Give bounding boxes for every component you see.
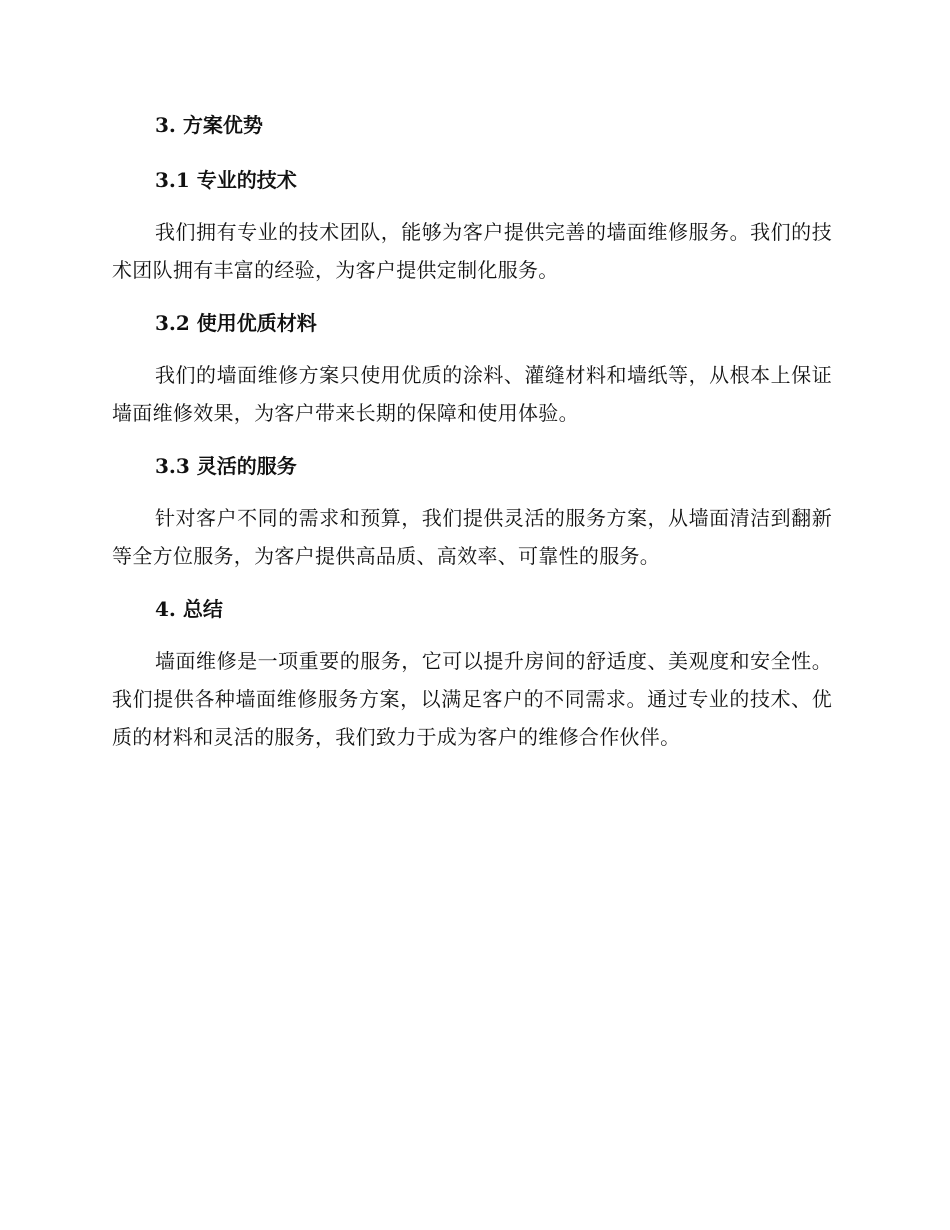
paragraph-professional-tech: 我们拥有专业的技术团队，能够为客户提供完善的墙面维修服务。我们的技术团队拥有丰富的经验，为客户提供定制化服务。 bbox=[112, 220, 832, 282]
subsection-heading-professional-tech: 3.1 专业的技术 bbox=[155, 168, 297, 192]
paragraph-quality-materials: 我们的墙面维修方案只使用优质的涂料、灌缝材料和墙纸等，从根本上保证墙面维修效果，为客户带来长期的保障和使用体验。 bbox=[112, 363, 832, 425]
section-heading-summary: 4. 总结 bbox=[155, 597, 223, 621]
paragraph-flexible-service: 针对客户不同的需求和预算，我们提供灵活的服务方案，从墙面清洁到翻新等全方位服务，为客户提供高品质、高效率、可靠性的服务。 bbox=[112, 506, 832, 568]
section-heading-advantages: 3. 方案优势 bbox=[155, 113, 263, 137]
document-content bbox=[112, 108, 832, 773]
subsection-heading-flexible-service: 3.3 灵活的服务 bbox=[155, 454, 297, 478]
paragraph-summary: 墙面维修是一项重要的服务，它可以提升房间的舒适度、美观度和安全性。我们提供各种墙面维修服务方案，以满足客户的不同需求。通过专业的技术、优质的材料和灵活的服务，我们致力于成为客户的维修合作伙伴。 bbox=[112, 649, 832, 749]
subsection-heading-quality-materials: 3.2 使用优质材料 bbox=[155, 311, 317, 335]
